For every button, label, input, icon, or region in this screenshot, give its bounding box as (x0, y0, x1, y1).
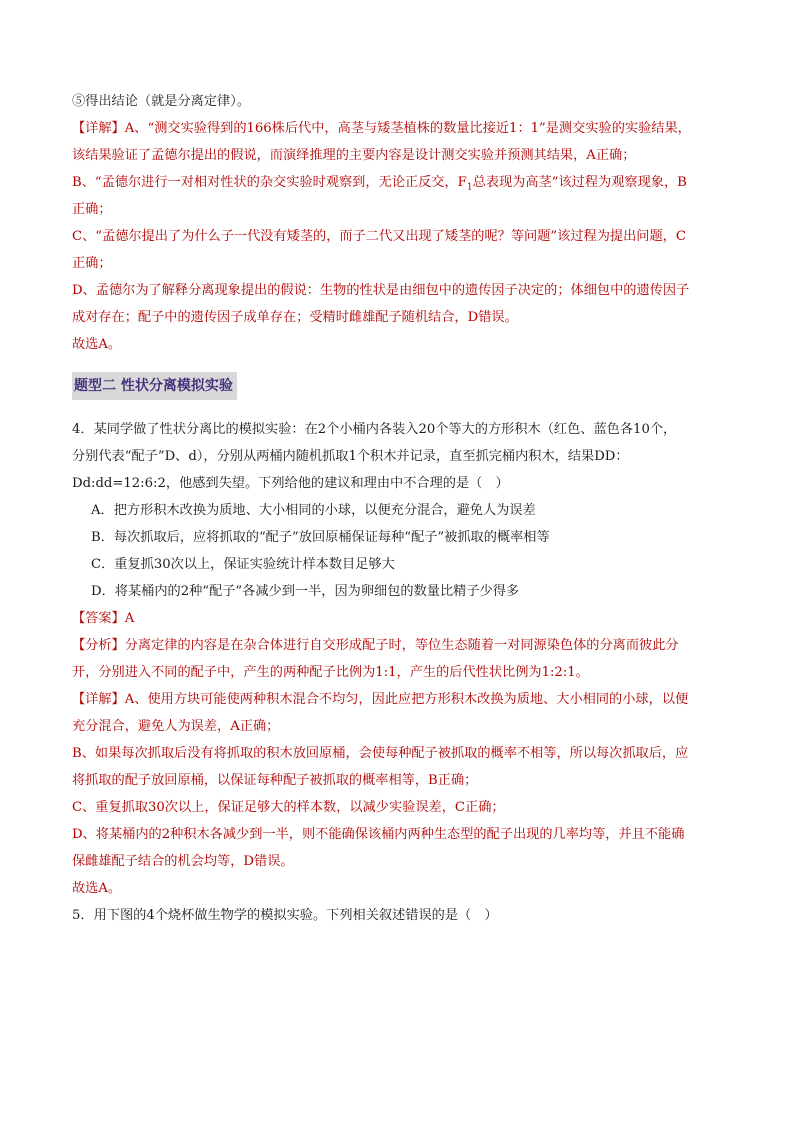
option-d: D．将某桶内的2种“配子”各减少到一半，因为卵细包的数量比精子少得多 (91, 584, 520, 599)
detail-tag: 【详解】 (72, 121, 125, 136)
analysis-line: 【分析】分离定律的内容是在杂合体进行自交形成配子时，等位生态随着一对同源染色体的分离而彼此分 (72, 638, 679, 653)
detail-line: C、“孟德尔提出了为什么子一代没有矮茎的，而子二代又出现了矮茎的呢？等问题”该过程为提出问题，C (72, 229, 686, 244)
conclusion-line: 故选A。 (72, 881, 122, 896)
detail-line: 【详解】A、“测交实验得到的166株后代中，高茎与矮茎植株的数量比接近1：1”是测交实验的实验结果， (72, 121, 691, 136)
analysis-line: 开，分别进入不同的配子中，产生的两种配子比例为1:1，产生的后代性状比例为1:2:1。 (72, 665, 589, 680)
detail-line: B、如果每次抓取后没有将抓取的积木放回原桶，会使每种配子被抓取的概率不相等，所以每次抓取后，应 (72, 746, 689, 761)
detail-line: D、将某桶内的2种积木各减少到一半，则不能确保该桶内两种生态型的配子出现的几率均等，并且不能确 (72, 827, 685, 842)
detail-line: 保雌雄配子结合的机会均等，D错误。 (72, 854, 294, 869)
detail-line: 成对存在；配子中的遗传因子成单存在；受精时雌雄配子随机结合，D错误。 (72, 310, 518, 325)
answer-line (72, 605, 724, 632)
answer-value: A (124, 611, 135, 626)
detail-line: B、“孟德尔进行一对相对性状的杂交实验时观察到，无论正反交，$F_1$总表现为高茎”该过程为观察现象，B (72, 175, 687, 193)
question-4-line: Dd:dd=12:6:2，他感到失望。下列给他的建议和理由中不合理的是（ ） (72, 476, 509, 491)
section-title: 题型二 性状分离模拟实验 (72, 372, 237, 400)
option-a: A．把方形积木改换为质地、大小相同的小球，以便充分混合，避免人为误差 (91, 503, 536, 518)
detail-line: 正确； (72, 256, 112, 271)
detail-line: D、孟德尔为了解释分离现象提出的假说：生物的性状是由细包中的遗传因子决定的；体细包中的遗传因子 (72, 283, 690, 298)
analysis-tag: 【分析】 (72, 638, 125, 653)
detail-line: 该结果验证了孟德尔提出的假说，而演绎推理的主要内容是设计测交实验并预测其结果，A正确； (72, 148, 636, 163)
question-4-line: 分别代表“配子”D、d），分别从两桶内随机抓取1个积木并记录，直至抓完桶内积木，结果DD： (72, 449, 629, 464)
detail-line: 将抓取的配子放回原桶，以保证每种配子被抓取的概率相等，B正确； (72, 773, 478, 788)
option-b: B．每次抓取后，应将抓取的“配子”放回原桶保证每种“配子”被抓取的概率相等 (91, 530, 550, 545)
page-content (72, 88, 724, 929)
answer-tag: 【答案】 (72, 611, 125, 626)
detail-line: 正确； (72, 202, 112, 217)
detail-tag: 【详解】 (72, 692, 125, 707)
detail-line: C、重复抓取30次以上，保证足够大的样本数，以减少实验误差，C正确； (72, 800, 505, 815)
question-5-line: 5．用下图的4个烧杯做生物学的模拟实验。下列相关叙述错误的是（ ） (72, 908, 498, 923)
conclusion-step: ⑤得出结论（就是分离定律）。 (72, 94, 251, 109)
detail-line: 充分混合，避免人为误差，A正确； (72, 719, 280, 734)
option-c: C．重复抓30次以上，保证实验统计样本数目足够大 (91, 557, 395, 572)
question-4-line: 4．某同学做了性状分离比的模拟实验：在2个小桶内各装入20个等大的方形积木（红色、蓝色各10个， (72, 422, 677, 437)
detail-line: 【详解】A、使用方块可能使两种积木混合不均匀，因此应把方形积木改换为质地、大小相同的小球，以便 (72, 692, 689, 707)
conclusion-line: 故选A。 (72, 337, 122, 352)
